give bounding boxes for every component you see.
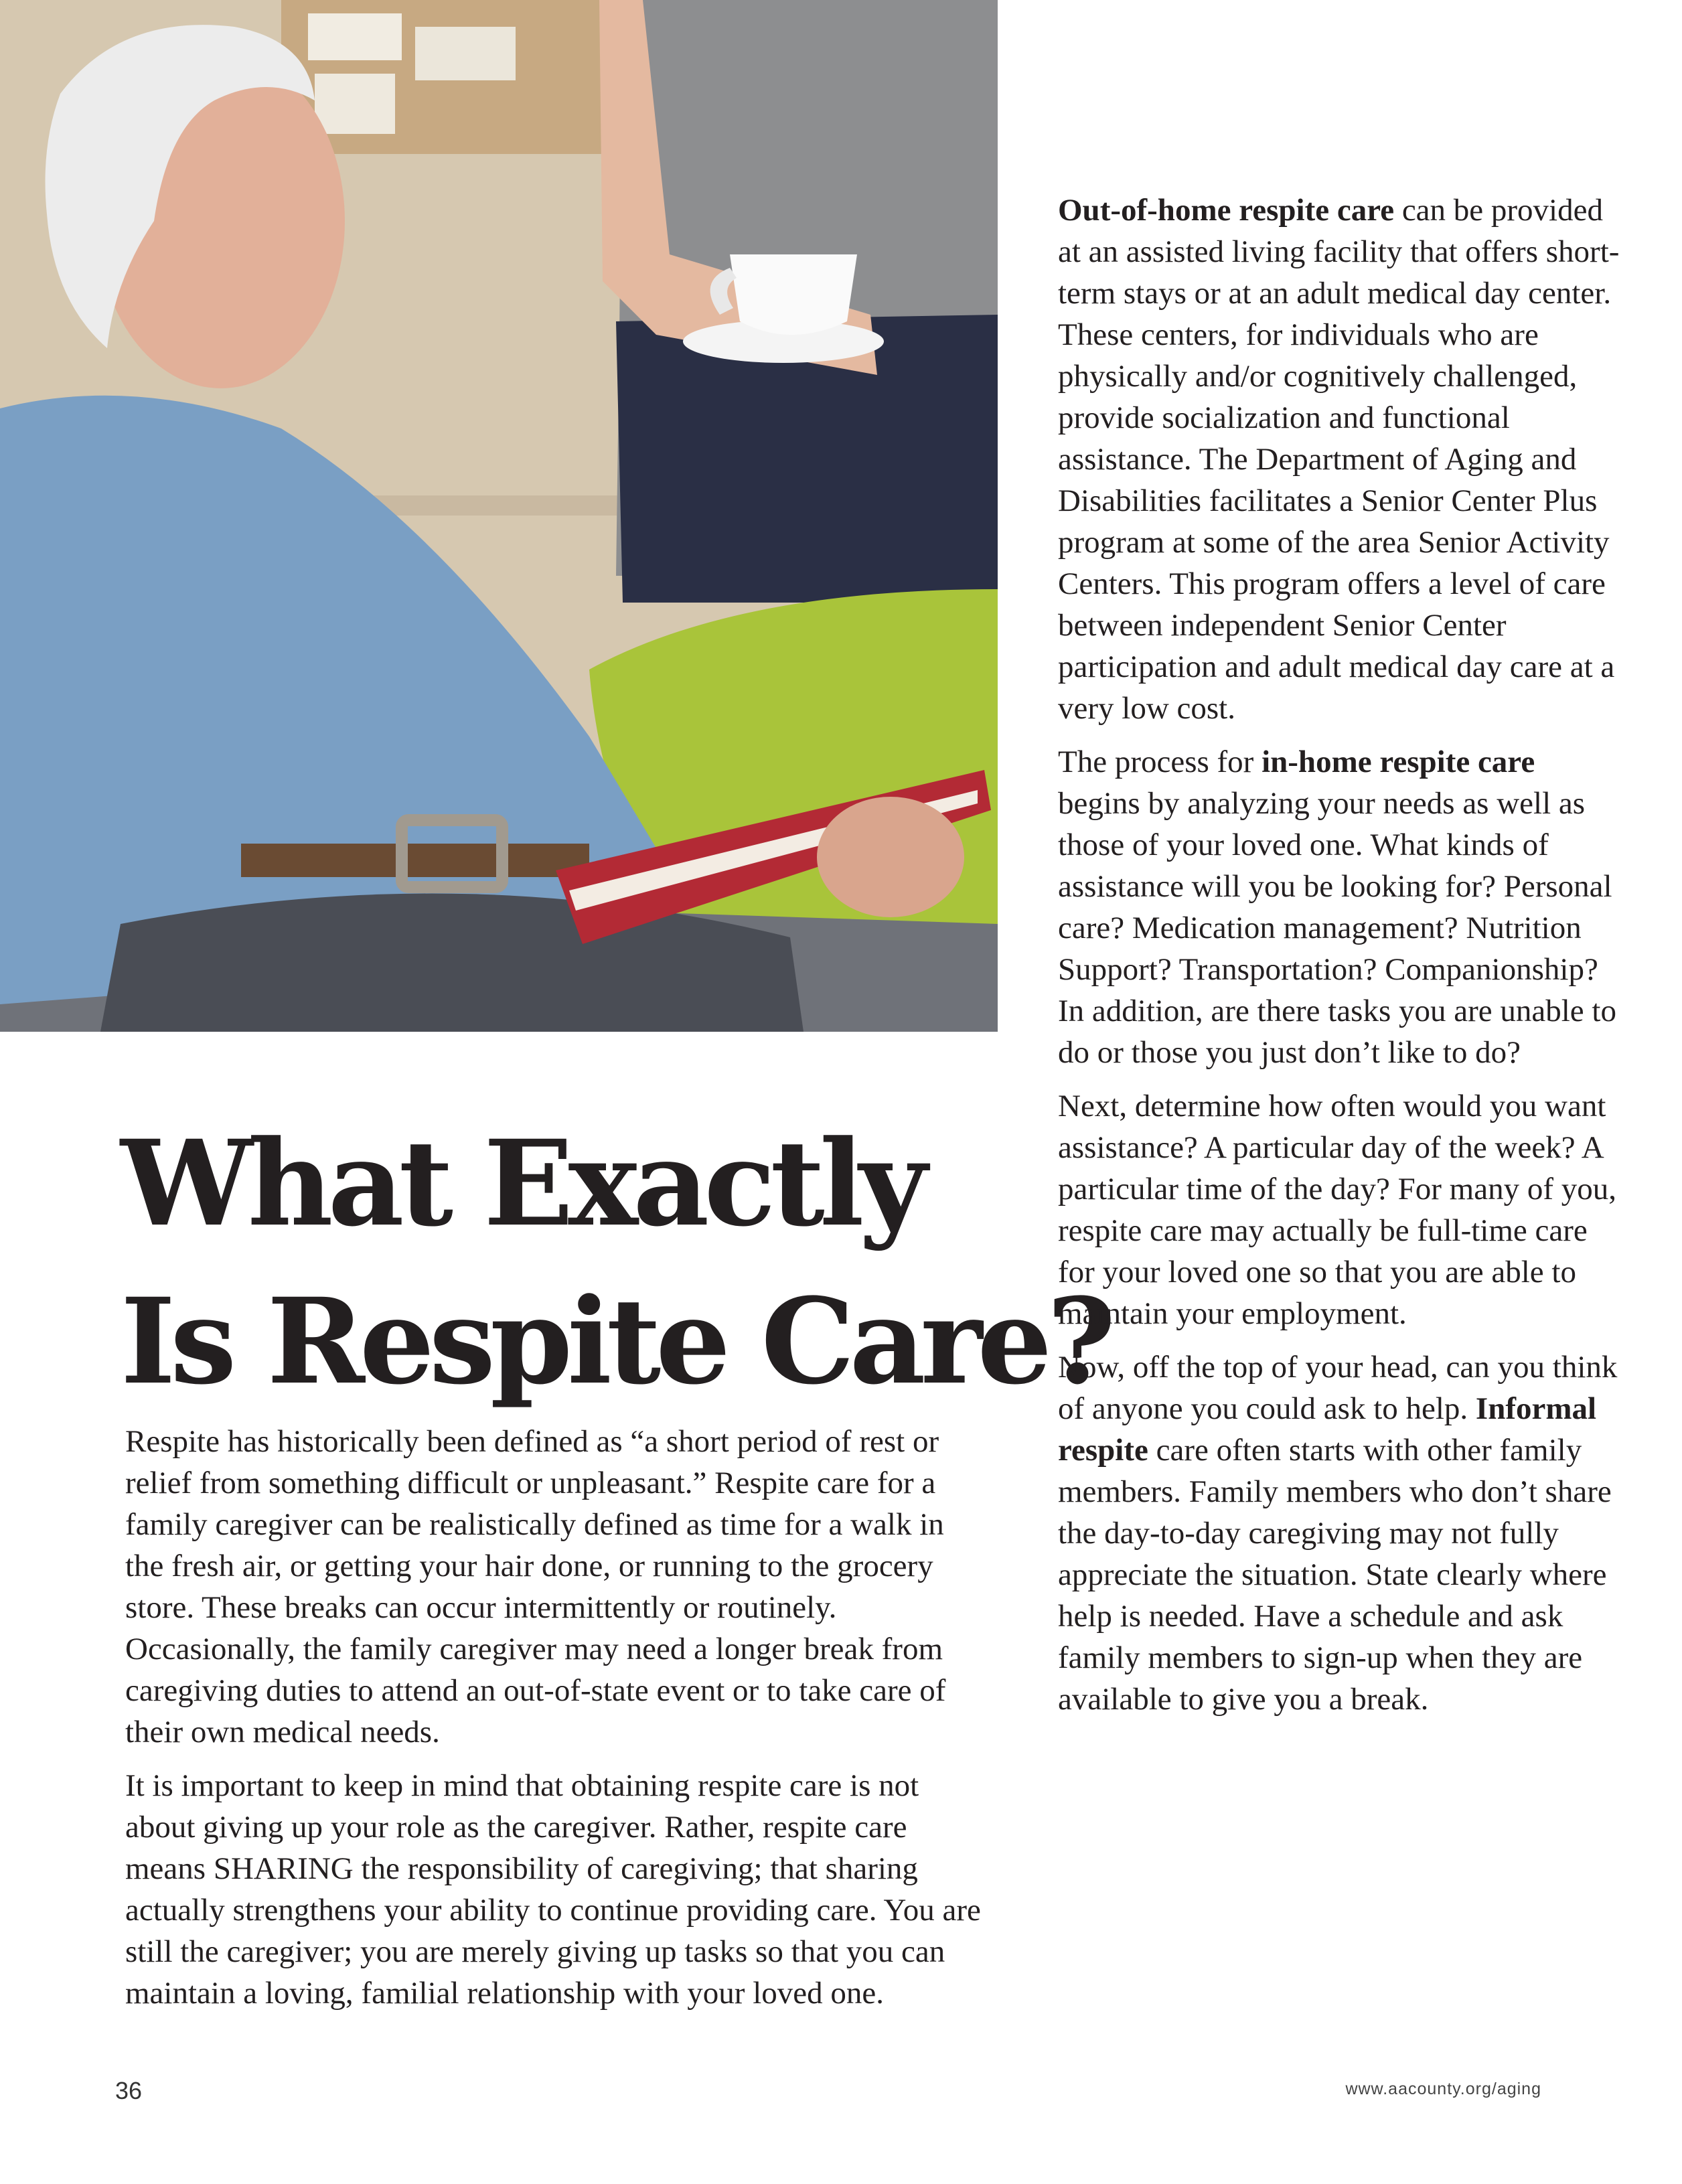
right-paragraph-4 [1058, 1346, 1620, 1720]
footer-url: www.aacounty.org/aging [1345, 2080, 1541, 2098]
left-paragraph-2: It is important to keep in mind that obtaining respite care is not about giving up your role as the caregiver. Rather, respite care means SHARING the responsibility of caregiving; that sharing actually strengthens your ability to continue providing care. You are still the caregiver; you are merely giving up tasks so that you can maintain a loving, familial relationship with your loved one. [125, 1768, 981, 2011]
right-paragraph-2 [1058, 741, 1620, 1073]
right-paragraph-4-text: care often starts with other family members. Family members who don’t share the day-to-day caregiving may not fully appreciate the situation. State clearly where help is needed. Have a schedule and ask family members to sign-up when they are available to give you a break. [1058, 1433, 1612, 1717]
photo-elderly-man-with-book-and-tea [0, 0, 998, 1032]
title-line-2: Is Respite Care? [121, 1272, 1111, 1411]
right-paragraph-1 [1058, 189, 1620, 729]
title-line-1: What Exactly [121, 1114, 922, 1253]
right-paragraph-3: Next, determine how often would you want assistance? A particular day of the week? A particular time of the day? For many of you, respite care may actually be full-time care for your loved one so that you are able to maintain your employment. [1058, 1089, 1616, 1331]
page-title [121, 1105, 1111, 1421]
left-column [125, 1421, 982, 2026]
term-informal: Informal respite [1058, 1391, 1597, 1468]
right-paragraph-2-text: begins by analyzing your needs as well as those of your loved one. What kinds of assistance will you be looking for? Personal care? Medication management? Nutrition Support? Transportation? Companionship? In addition, are there tasks you are unable to do or those you just don’t like to do? [1058, 786, 1616, 1070]
page-number: 36 [115, 2077, 143, 2104]
term-in-home: in-home respite care [1262, 745, 1535, 779]
left-paragraph-1: Respite has historically been defined as “a short period of rest or relief from something difficult or unpleasant.” Respite care for a family caregiver can be realistically defined as time for a walk in the fresh air, or getting your hair done, or running to the grocery store. These breaks can occur intermittently or routinely. Occasionally, the family caregiver may need a longer break from caregiving duties to attend an out-of-state event or to take care of their own medical needs. [125, 1424, 946, 1749]
right-paragraph-4-lead: Now, off the top of your head, can you think of anyone you could ask to help. [1058, 1350, 1618, 1426]
right-paragraph-2-lead: The process for [1058, 745, 1262, 779]
term-out-of-home: Out-of-home respite care [1058, 193, 1395, 228]
right-column [1058, 189, 1620, 1732]
right-paragraph-1-text: can be provided at an assisted living facility that offers short-term stays or at an adult medical day center. These centers, for individuals who are physically and/or cognitively challenged, provide socialization and functional assistance. The Department of Aging and Disabilities facilitates a Senior Center Plus program at some of the area Senior Activity Centers. This program offers a level of care between independent Senior Center participation and adult medical day care at a very low cost. [1058, 193, 1620, 726]
